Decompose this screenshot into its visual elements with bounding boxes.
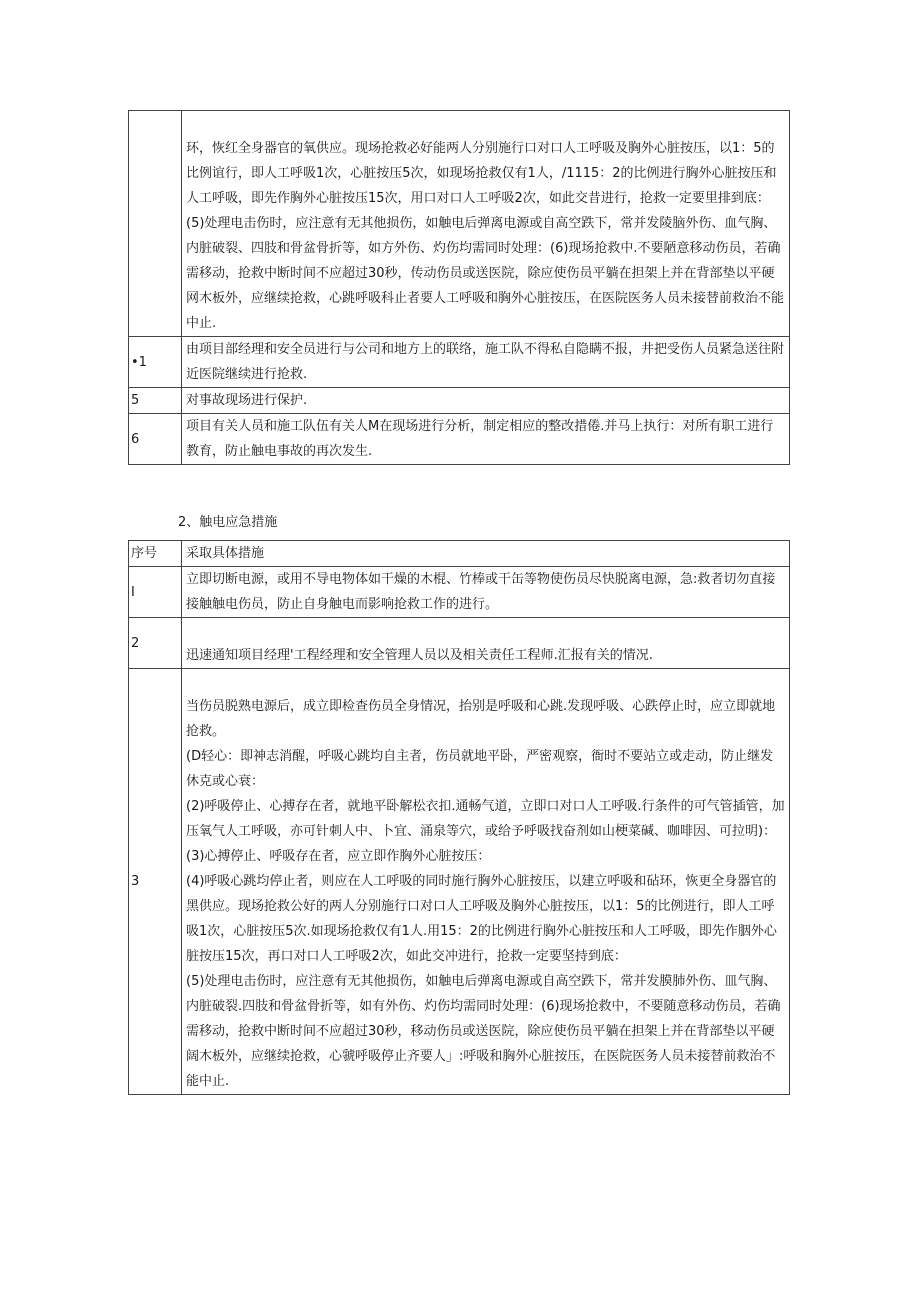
paragraph: (4)呼吸心跳均停止者，则应在人工呼吸的同时施行胸外心脏按压，以建立呼吸和砧环，恢更全身器官的黑供应。现场抢救公好的两人分别施行口对口人工呼吸及胸外心脏按压，以1：5的比例进行，即人工呼吸1次，心脏按压5次.如现场抢救仅有1人.用15：2的比例进行胸外心脏按压和人工呼吸，即先作胭外心脏按压15次，再口对口人工呼吸2次，如此交冲进行，抢救一定要坚持到底： [186,874,777,964]
table-row [129,414,790,465]
row-content [182,388,790,414]
row-number: 3 [129,669,182,1095]
row-number: 5 [129,388,182,414]
measures-table-continued [128,110,790,465]
table-row [129,111,790,337]
paragraph: (5)处理电击伤时，应注意有无其他损伤，如触电后弹离电源或自高空跌下，常并发陵脑外伤、血气胸、内脏破裂、四肢和骨盆骨折等，如方外伤、灼伤均需同时处理：(6)现场抢救中.不要陋意移动伤员，若确需移动，抢救中断时间不应超过30秒，传动伤员或送医院，除应使伤员平躺在担架上并在背部垫以平硬网木板外，应继续抢救，心跳呼吸科止者要人工呼吸和胸外心脏按压，在医院医务人员未接替前救治不能中止. [186,216,785,331]
row-number: 2 [129,618,182,669]
paragraph: 当伤员脱熟电源后，成立即检查伤员全身情况，抬别是呼吸和心跳.发现呼吸、心跌停止时，应立即就地抢救。 [186,699,776,739]
paragraph: 项目有关人员和施工队伍有关人M在现场进行分析，制定相应的整改措倦.并马上执行：对所有职工进行教育，防止触电事故的再次发生. [186,419,774,459]
paragraph: (2)呼吸停止、心搏存在者，就地平卧解松衣扣.通畅气道，立即口对口人工呼吸.行条件的可气管插管，加压氧气人工呼吸，亦可针刺人中、卜宜、涌泉等穴，或给予呼吸找奋剂如山梗菜碱、咖啡因、可拉明)： [186,799,785,839]
row-content [182,618,790,669]
row-content [182,567,790,618]
paragraph: 迅速通知项目经理'工程经理和安全管理人员以及相关责任工程师.汇报有关的情况. [186,648,653,663]
electric-shock-measures-table [128,540,790,1095]
paragraph: (3)心搏停止、呼吸存在者，应立即作胸外心脏按压： [186,849,491,864]
table-row [129,567,790,618]
row-number: 6 [129,414,182,465]
table-row [129,388,790,414]
row-content [182,414,790,465]
row-number: I [129,567,182,618]
paragraph: 对事故现场进行保护. [186,393,308,408]
row-content [182,669,790,1095]
header-text: 采取具体措施 [182,541,790,567]
paragraph: 环，恢红全身器官的氧供应。现场抢救必好能两人分别施行口对口人工呼吸及胸外心脏按压，以1：5的比例谊行，即人工呼吸1次，心脏按压5次，如现场抢救仅有1人，/1115：2的比例进行胸外心脏按压和人工呼吸，即先作胸外心脏按压15次，用口对口人工呼吸2次，如此交昔进行，抢救一定要里排到底： [186,141,777,206]
table-row [129,669,790,1095]
blank-line [186,111,785,136]
row-content [182,111,790,337]
blank-line [186,618,785,643]
paragraph: 立即切断电源，或用不导电物体如干燥的木棍、竹棒或干缶等物使伤员尽快脱离电源，急:救者切勿直接接触触电伤员，防止自身触电而影响抢救工作的进行。 [186,572,776,612]
row-number [129,111,182,337]
row-number: •1 [129,337,182,388]
paragraph: (D轻心：即神志消醒，呼吸心跳均自主者，伤员就地平卧，严密观察，衙时不要站立或走动，防止继发休克或心衰： [186,749,774,789]
table-row [129,618,790,669]
table-header-row [129,541,790,567]
table-row [129,337,790,388]
section-caption: 2、触电应急措施 [178,515,278,530]
row-content [182,337,790,388]
header-number: 序号 [129,541,182,567]
paragraph: 由项目部经理和安全员进行与公司和地方上的联络，施工队不得私自隐瞒不报，井把受伤人员紧急送往附近医院继续进行抢救. [186,342,785,382]
paragraph: (5)处理电击伤时，应注意有无其他损伤，如触电后弹离电源或自高空跌下，常并发膜肺外伤、皿气胸、内脏破裂.四肢和骨盆骨折等，如有外伤、灼伤均需同时处理：(6)现场抢救中，不要随意移动伤员，若确需移动，抢救中断时间不应超过30秒，移动伤员或送医院，除应使伤员平躺在担架上并在背部垫以平硬阔木板外，应继续抢救，心虢呼吸停止齐要人」:呼吸和胸外心脏按压，在医院医务人员未接替前救治不能中止. [186,974,781,1089]
blank-line [186,669,785,694]
